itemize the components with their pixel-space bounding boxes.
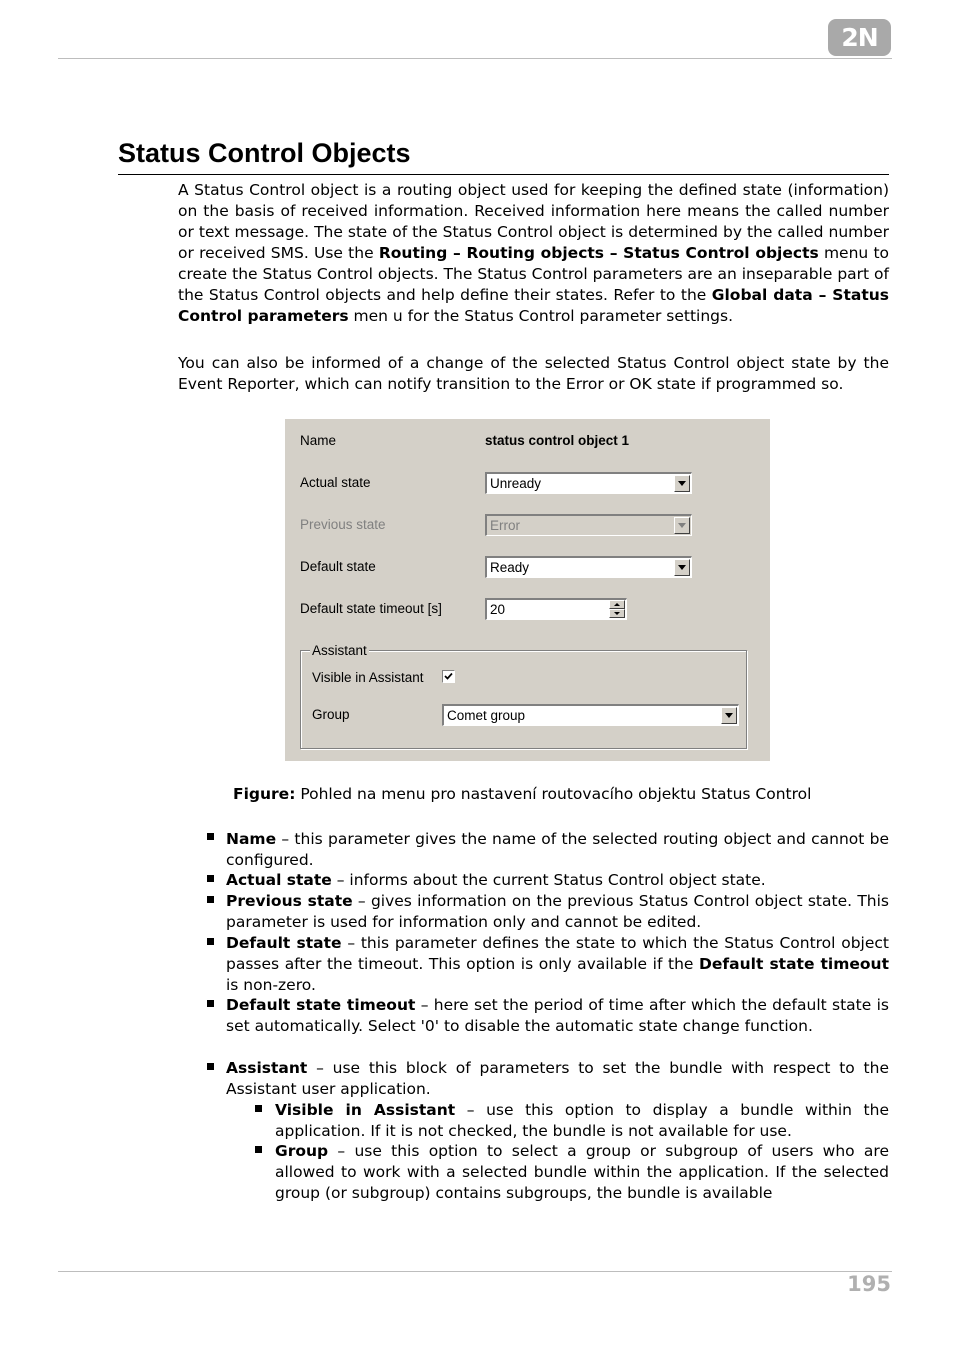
title-rule <box>118 174 889 175</box>
list-item-visible <box>275 1100 889 1142</box>
visible-checkbox[interactable] <box>442 670 455 683</box>
page-title: Status Control Objects <box>118 138 411 168</box>
term: Visible in Assistant <box>275 1101 456 1119</box>
timeout-label: Default state timeout [s] <box>300 601 442 616</box>
term: Default state timeout <box>226 996 416 1014</box>
menu-path-global: Global data – Status Control parameters <box>178 286 889 325</box>
dropdown-arrow-icon[interactable] <box>721 707 737 724</box>
group-value: Comet group <box>447 708 526 723</box>
bullet-icon <box>207 896 214 903</box>
description: – use this block of parameters to set the bundle with respect to the Assistant user application. <box>226 1059 889 1098</box>
bullet-icon <box>207 1000 214 1007</box>
term-ref: Default state timeout <box>699 955 889 973</box>
default-state-select[interactable] <box>485 556 692 578</box>
term: Default state <box>226 934 342 952</box>
list-item-default-state <box>226 933 889 996</box>
list-item-actual-state <box>226 870 889 891</box>
previous-state-value: Error <box>490 518 520 533</box>
visible-label: Visible in Assistant <box>312 670 424 685</box>
timeout-spinner[interactable] <box>485 598 627 620</box>
menu-path-routing: Routing – Routing objects – Status Control objects <box>378 244 819 262</box>
dropdown-arrow-icon <box>674 517 690 534</box>
intro-text: menu to create the Status Control objects. The Status Control parameters are an inseparable part of the Status Control objects and help define their states. Refer to the <box>178 244 890 304</box>
description: – use this option to select a group or subgroup of users who are allowed to work with a selected bundle within the application. If the selected group (or subgroup) contains subgroups, the bundle is available <box>275 1142 889 1202</box>
bullet-icon <box>207 938 214 945</box>
timeout-value: 20 <box>490 602 506 617</box>
header-rule <box>58 58 892 59</box>
list-item-assistant <box>226 1058 889 1100</box>
actual-state-value: Unready <box>490 476 542 491</box>
checkmark-icon <box>444 672 453 681</box>
intro-text: A Status Control object is a routing object used for keeping the defined state (information) on the basis of received information. Received information here means the called number or text message. The state of the Status Control object is determined by the called number or received SMS. Use the <box>178 181 889 262</box>
intro-paragraph-1 <box>178 180 889 327</box>
default-state-value: Ready <box>490 560 530 575</box>
term: Actual state <box>226 871 332 889</box>
term: Previous state <box>226 892 353 910</box>
dropdown-arrow-icon[interactable] <box>674 559 690 576</box>
description: is non-zero. <box>226 976 316 994</box>
bullet-icon <box>255 1105 262 1112</box>
description: – gives information on the previous Status Control object state. This parameter is used for information only and cannot be edited. <box>226 892 889 931</box>
group-label: Group <box>312 707 350 722</box>
list-item-previous-state <box>226 891 889 933</box>
spin-up-icon[interactable] <box>609 600 625 609</box>
description: – use this option to display a bundle within the application. If it is not checked, the bundle is not available for use. <box>275 1101 889 1140</box>
term: Group <box>275 1142 329 1160</box>
default-state-label: Default state <box>300 559 376 574</box>
list-item-group <box>275 1141 889 1204</box>
caption-label: Figure: <box>233 785 296 803</box>
previous-state-label: Previous state <box>300 517 386 532</box>
name-value: status control object 1 <box>485 433 630 448</box>
list-item-timeout <box>226 995 889 1037</box>
assistant-legend: Assistant <box>312 643 367 658</box>
intro-text: men u for the Status Control parameter settings. <box>348 307 734 325</box>
term: Name <box>226 830 277 848</box>
brand-logo: 2N <box>828 19 891 56</box>
list-item-name <box>226 829 889 871</box>
name-label: Name <box>300 433 337 448</box>
actual-state-label: Actual state <box>300 475 371 490</box>
bullet-icon <box>207 1063 214 1070</box>
description: – informs about the current Status Control object state. <box>331 871 766 889</box>
caption-text: Pohled na menu pro nastavení routovacího objektu Status Control <box>295 785 812 803</box>
dropdown-arrow-icon[interactable] <box>674 475 690 492</box>
bullet-icon <box>255 1146 262 1153</box>
description: – this parameter defines the state to which the Status Control object passes after the timeout. This option is only available if the <box>226 934 889 973</box>
footer-rule <box>58 1271 892 1272</box>
figure-caption <box>233 784 811 805</box>
actual-state-select[interactable] <box>485 472 692 494</box>
group-select[interactable] <box>442 704 739 726</box>
bullet-icon <box>207 833 214 840</box>
page-number: 195 <box>847 1272 891 1296</box>
term: Assistant <box>226 1059 308 1077</box>
intro-paragraph-2: You can also be informed of a change of the selected Status Control object state by the Event Reporter, which can notify transition to the Error or OK state if programmed so. <box>178 354 889 393</box>
previous-state-select <box>485 514 692 536</box>
spin-down-icon[interactable] <box>609 609 625 618</box>
description: – this parameter gives the name of the selected routing object and cannot be configured. <box>226 830 889 869</box>
bullet-icon <box>207 875 214 882</box>
status-control-dialog <box>285 419 770 761</box>
assistant-groupbox <box>300 650 747 749</box>
description: – here set the period of time after which the default state is set automatically. Select '0' to disable the automatic state change function. <box>226 996 889 1035</box>
